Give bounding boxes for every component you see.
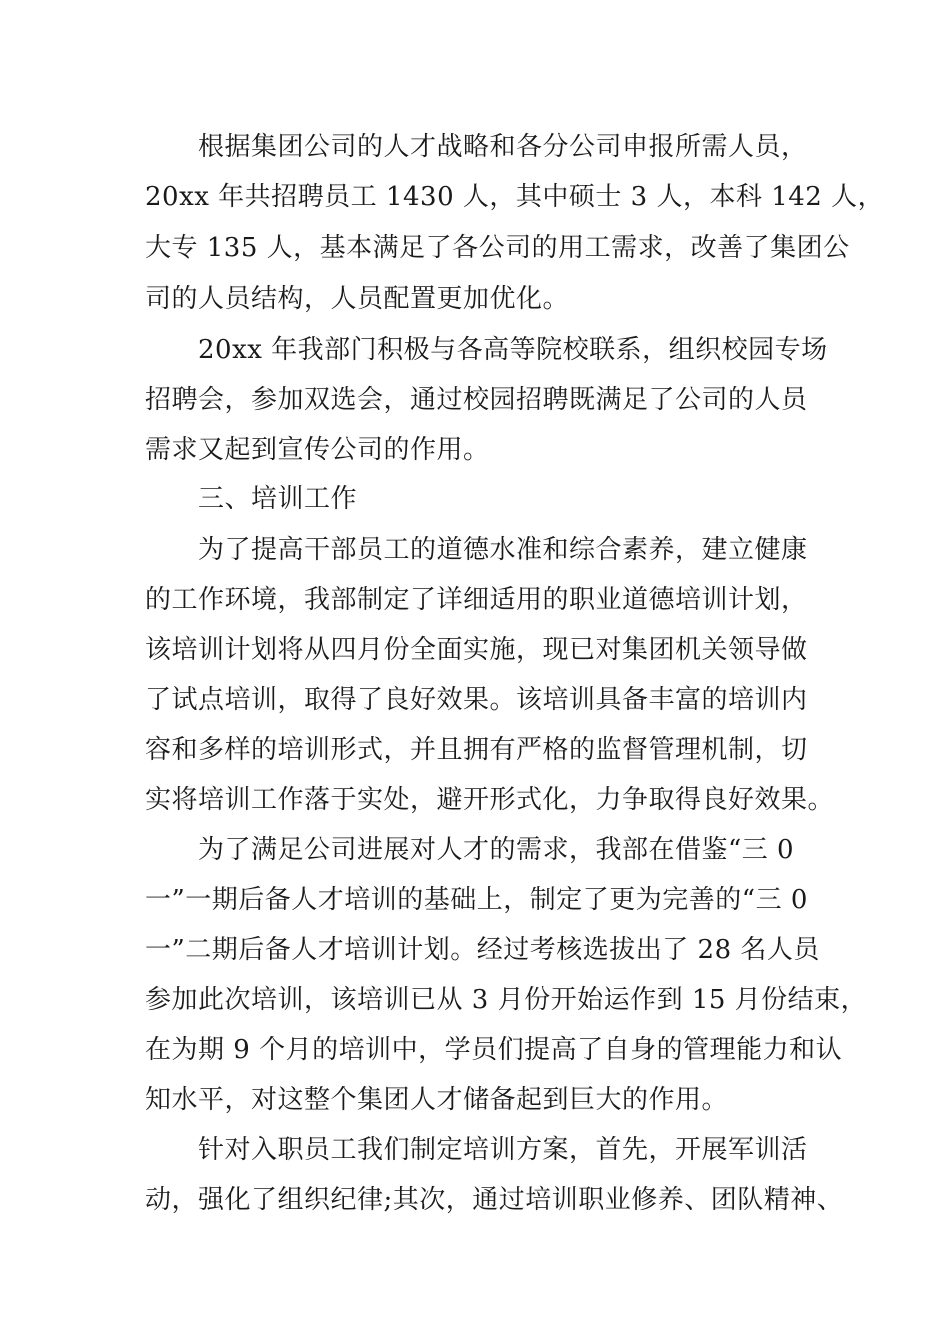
text-line: 根据集团公司的人才战略和各分公司申报所需人员， [198, 132, 808, 162]
text-line: 为了提高干部员工的道德水准和综合素养，建立健康 [198, 535, 808, 565]
text-line: 知水平，对这整个集团人才储备起到巨大的作用。 [145, 1085, 729, 1115]
text-line: 需求又起到宣传公司的作用。 [145, 435, 490, 465]
text-line: 大专 135 人，基本满足了各公司的用工需求，改善了集团公 [145, 233, 850, 263]
text-line: 司的人员结构，人员配置更加优化。 [145, 284, 570, 314]
text-line: 了试点培训，取得了良好效果。该培训具备丰富的培训内 [145, 685, 808, 715]
text-line: 一”二期后备人才培训计划。经过考核选拔出了 28 名人员 [145, 935, 820, 965]
text-line: 在为期 9 个月的培训中，学员们提高了自身的管理能力和认 [145, 1035, 843, 1065]
text-line: 该培训计划将从四月份全面实施，现已对集团机关领导做 [145, 635, 808, 665]
text-line: 的工作环境，我部制定了详细适用的职业道德培训计划， [145, 585, 808, 615]
text-line: 容和多样的培训形式，并且拥有严格的监督管理机制，切 [145, 735, 808, 765]
text-line: 为了满足公司进展对人才的需求，我部在借鉴“三 0 [198, 835, 795, 865]
text-line: 动，强化了组织纪律;其次，通过培训职业修养、团队精神、 [145, 1185, 844, 1215]
text-line: 招聘会，参加双选会，通过校园招聘既满足了公司的人员 [145, 385, 808, 415]
text-line: 参加此次培训，该培训已从 3 月份开始运作到 15 月份结束， [145, 985, 868, 1015]
text-line: 针对入职员工我们制定培训方案，首先，开展军训活 [198, 1135, 808, 1165]
text-line: 实将培训工作落于实处，避开形式化，力争取得良好效果。 [145, 785, 835, 815]
text-line: 20xx 年我部门积极与各高等院校联系，组织校园专场 [198, 335, 828, 365]
section-heading: 三、培训工作 [198, 484, 358, 514]
text-line: 20xx 年共招聘员工 1430 人，其中硕士 3 人，本科 142 人， [145, 182, 885, 212]
text-line: 一”一期后备人才培训的基础上，制定了更为完善的“三 0 [145, 885, 808, 915]
